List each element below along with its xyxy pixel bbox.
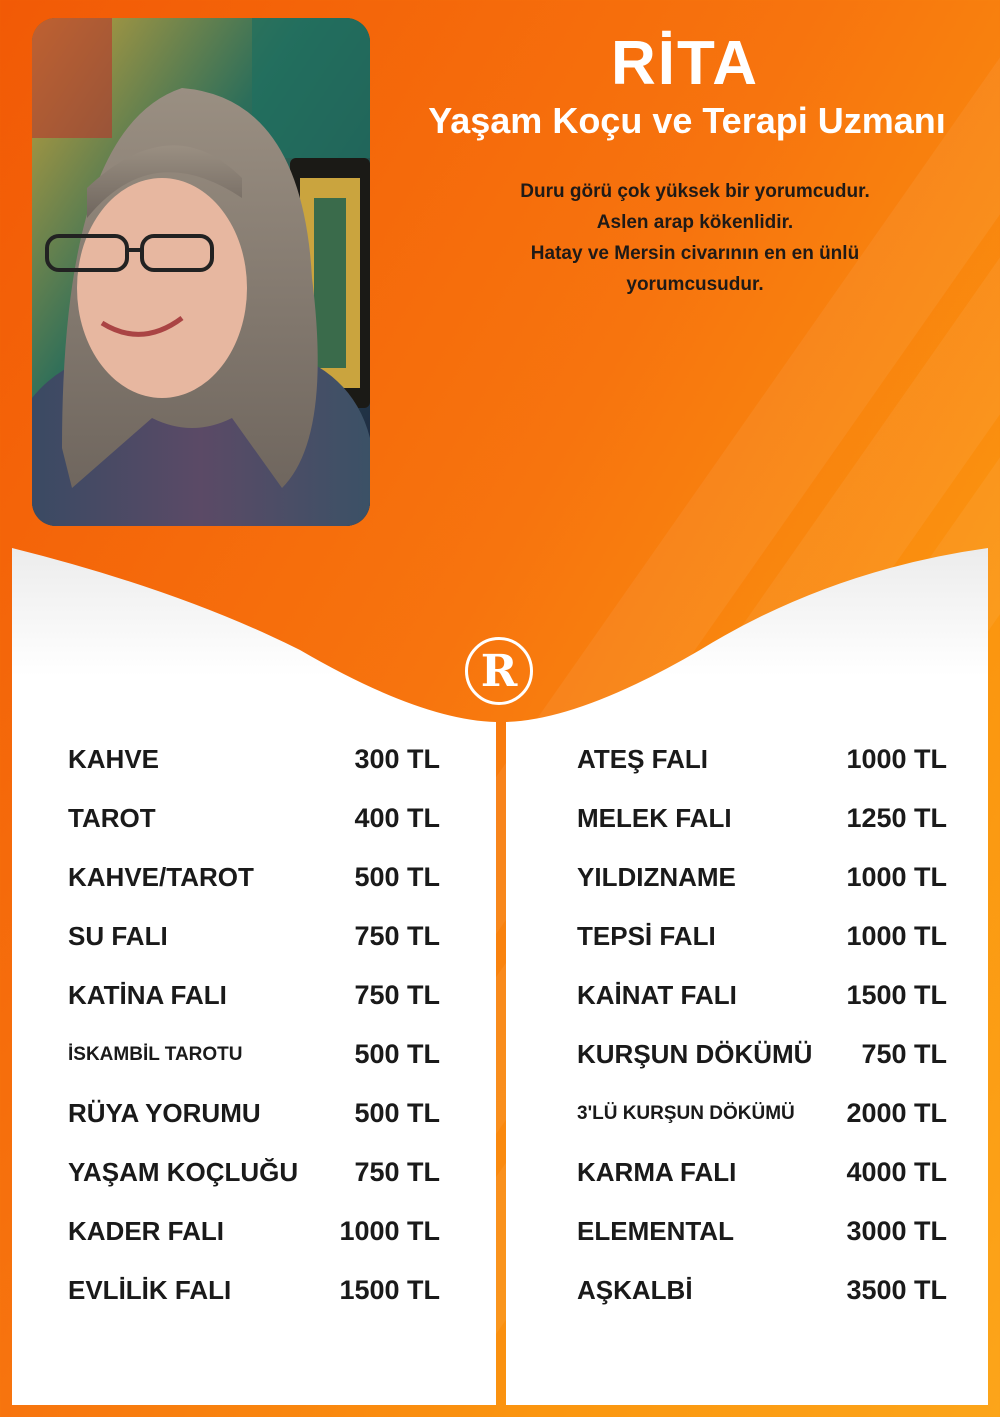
service-name: MELEK FALI [577,803,732,833]
service-name: AŞKALBİ [577,1275,693,1305]
service-name: TEPSİ FALI [577,921,716,951]
service-price: 1000 TL [846,744,947,774]
service-price: 3500 TL [846,1275,947,1305]
price-row [577,848,947,907]
price-row [577,789,947,848]
service-name: KAHVE/TAROT [68,862,254,892]
price-row [68,789,440,848]
price-list-right [577,730,947,1320]
price-row [68,1202,440,1261]
service-name: KATİNA FALI [68,980,227,1010]
service-name: YILDIZNAME [577,862,736,892]
service-name: İSKAMBİL TAROTU [68,1043,243,1065]
price-row [68,730,440,789]
page-subtitle: Yaşam Koçu ve Terapi Uzmanı [428,100,946,141]
price-row [577,1025,947,1084]
price-row [68,1025,440,1084]
service-name: ELEMENTAL [577,1216,734,1246]
service-name: RÜYA YORUMU [68,1098,261,1128]
price-row [68,966,440,1025]
price-row [68,1143,440,1202]
bio-line: Aslen arap kökenlidir. [596,212,794,233]
price-row [68,907,440,966]
page-title: RİTA [610,29,760,98]
service-name: ATEŞ FALI [577,744,708,774]
service-price: 1000 TL [339,1216,440,1246]
price-row [577,907,947,966]
service-name: YAŞAM KOÇLUĞU [68,1157,299,1187]
service-price: 750 TL [861,1039,947,1069]
service-price: 750 TL [354,921,440,951]
service-price: 500 TL [354,862,440,892]
price-row [577,1143,947,1202]
price-row [577,1084,947,1143]
bio-line: Hatay ve Mersin civarının en en ünlü [530,243,860,264]
service-name: KAHVE [68,744,160,774]
service-name: TAROT [68,803,156,833]
service-price: 750 TL [354,1157,440,1187]
price-row [577,966,947,1025]
bio-line: yorumcusudur. [626,274,764,295]
price-row [577,730,947,789]
service-price: 2000 TL [846,1098,947,1128]
service-price: 1250 TL [846,803,947,833]
service-name: EVLİLİK FALI [68,1275,232,1305]
service-price: 300 TL [354,744,440,774]
service-price: 750 TL [354,980,440,1010]
price-row [577,1202,947,1261]
service-price: 3000 TL [846,1216,947,1246]
price-row [577,1261,947,1320]
service-name: KAİNAT FALI [577,980,737,1010]
service-price: 1500 TL [339,1275,440,1305]
service-name: KURŞUN DÖKÜMÜ [577,1039,813,1069]
service-price: 1500 TL [846,980,947,1010]
service-name: KARMA FALI [577,1157,737,1187]
price-row [68,848,440,907]
service-name: KADER FALI [68,1216,224,1246]
service-price: 500 TL [354,1098,440,1128]
service-price: 500 TL [354,1039,440,1069]
service-price: 400 TL [354,803,440,833]
portrait-photo [32,18,370,526]
price-row [68,1261,440,1320]
price-row [68,1084,440,1143]
service-name: SU FALI [68,921,168,951]
price-list-left [68,730,440,1320]
bio-text [490,176,900,300]
service-price: 4000 TL [846,1157,947,1187]
bio-line: Duru görü çok yüksek bir yorumcudur. [520,181,870,202]
brand-logo-icon: R [465,637,533,705]
service-price: 1000 TL [846,862,947,892]
service-price: 1000 TL [846,921,947,951]
service-name: 3'LÜ KURŞUN DÖKÜMÜ [577,1102,795,1124]
